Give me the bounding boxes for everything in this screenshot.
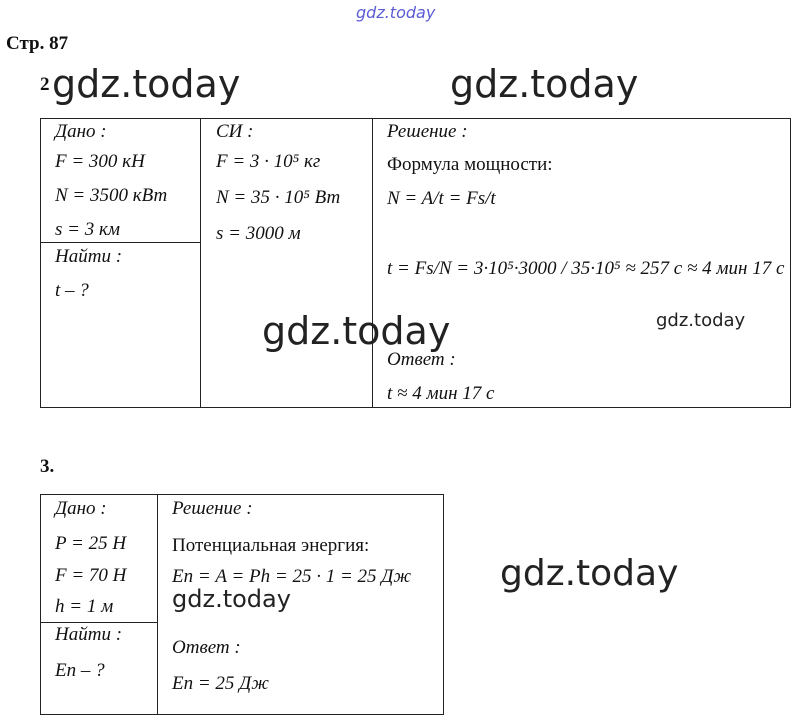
answer-label: Ответ : (172, 637, 241, 658)
si-item: N = 35 · 10⁵ Вт (216, 187, 341, 208)
energy-title: Потенциальная энергия: (172, 535, 370, 556)
solution-label: Решение : (172, 498, 253, 519)
find-label: Найти : (55, 246, 123, 267)
watermark-top: gdz.today (356, 3, 436, 22)
formula-power: N = A/t = Fs/t (387, 188, 496, 209)
given-item: h = 1 м (55, 596, 114, 617)
divider (40, 622, 157, 623)
problem-number: 3. (40, 456, 55, 477)
watermark: gdz.today (450, 62, 639, 106)
watermark: gdz.today (656, 310, 746, 331)
find-item: t – ? (55, 280, 89, 301)
formula-title: Формула мощности: (387, 154, 553, 175)
divider (157, 494, 158, 715)
watermark: gdz.today (172, 585, 291, 613)
divider (40, 242, 200, 243)
find-label: Найти : (55, 624, 123, 645)
watermark: gdz.today (500, 553, 679, 594)
page-label: Стр. 87 (6, 33, 69, 54)
formula-time: t = Fs/N = 3·10⁵·3000 / 35·10⁵ ≈ 257 с ≈ 4 мин 17 с (387, 258, 785, 279)
divider (372, 118, 373, 408)
given-item: P = 25 Н (55, 533, 127, 554)
answer-value: Eп = 25 Дж (172, 673, 269, 694)
si-item: F = 3 · 10⁵ кг (216, 151, 321, 172)
answer-value: t ≈ 4 мин 17 с (387, 383, 495, 404)
given-item: F = 70 Н (55, 565, 127, 586)
solution-label: Решение : (387, 121, 468, 142)
divider (200, 118, 201, 408)
watermark: gdz.today (52, 62, 241, 106)
answer-label: Ответ : (387, 349, 456, 370)
given-label: Дано : (55, 498, 107, 519)
si-label: СИ : (216, 121, 254, 142)
watermark: gdz.today (262, 309, 451, 353)
given-item: F = 300 кН (55, 151, 145, 172)
given-item: N = 3500 кВт (55, 185, 168, 206)
problem-number: 2 (40, 74, 50, 95)
si-item: s = 3000 м (216, 223, 301, 244)
given-label: Дано : (55, 121, 107, 142)
find-item: Eп – ? (55, 660, 105, 681)
given-item: s = 3 км (55, 219, 120, 240)
formula-energy: Eп = A = Ph = 25 · 1 = 25 Дж (172, 566, 412, 587)
